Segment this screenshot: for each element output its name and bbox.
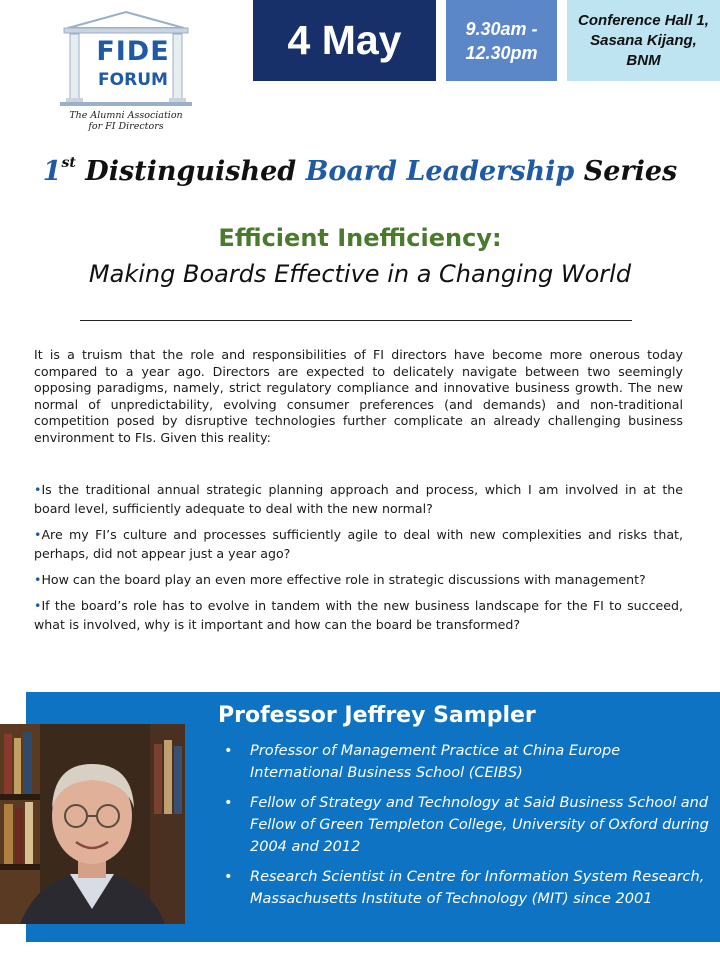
bullet-icon: • xyxy=(34,572,42,587)
venue-line-3: BNM xyxy=(626,51,661,69)
series-word-1: Distinguished xyxy=(85,156,297,187)
series-title xyxy=(0,155,720,187)
speaker-name: Professor Jeffrey Sampler xyxy=(218,703,536,728)
question-item xyxy=(34,596,683,634)
event-time-start: 9.30am - xyxy=(465,18,538,39)
venue-line-1: Conference Hall 1, xyxy=(578,11,709,29)
question-text: If the board’s role has to evolve in tandem with the new business landscape for the FI to succeed, what is involved, why is it important and how can the board be transformed? xyxy=(34,598,683,632)
question-text: Is the traditional annual strategic planning approach and process, which I am involved in at the board level, sufficiently adequate to deal with the new normal? xyxy=(34,482,683,516)
event-time-end: 12.30pm xyxy=(465,42,538,63)
question-item xyxy=(34,480,683,518)
logo-forum-text: FORUM xyxy=(98,70,168,90)
question-item xyxy=(34,525,683,563)
event-time-box xyxy=(446,0,557,81)
speaker-photo xyxy=(0,724,185,924)
question-item xyxy=(34,570,683,589)
bio-item xyxy=(220,792,710,858)
talk-title: Efficient Inefficiency: xyxy=(218,224,502,252)
event-date: 4 May xyxy=(287,17,402,63)
logo-tagline-line-1: The Alumni Association xyxy=(69,110,183,121)
bullet-icon: • xyxy=(224,795,233,811)
series-word-2: Board Leadership xyxy=(305,156,575,187)
series-ordinal: 1 xyxy=(42,156,62,187)
event-date-box xyxy=(253,0,436,81)
bullet-icon: • xyxy=(34,598,42,613)
bio-text: Fellow of Strategy and Technology at Said Business School and Fellow of Green Templeton College, University of Oxford during 2004 and 2012 xyxy=(250,795,709,855)
event-venue-box xyxy=(567,0,720,81)
question-text: Are my FI’s culture and processes sufficiently agile to deal with new complexities and risks that, perhaps, did not appear just a year ago? xyxy=(34,527,683,561)
bio-item xyxy=(220,740,710,784)
series-word-3: Series xyxy=(583,156,678,187)
series-ordinal-suffix: st xyxy=(61,155,76,171)
question-list xyxy=(34,480,683,641)
talk-subtitle: Making Boards Effective in a Changing World xyxy=(88,260,632,288)
logo-tagline-line-2: for FI Directors xyxy=(88,121,164,132)
intro-paragraph: It is a truism that the role and responsibilities of FI directors have become more onerous today compared to a year ago. Directors are expected to delicately navigate between two seemingly opposing paradigms, namely, strict regulatory compliance and innovative business growth. The new normal of unpredictability, evolving consumer preferences (and demands) and non-traditional competition posed by disruptive technologies further complicate an already challenging business environment to FIs. Given this reality: xyxy=(34,347,683,445)
fide-forum-logo xyxy=(46,10,206,132)
divider xyxy=(80,320,632,321)
speaker-bio-list xyxy=(220,740,710,918)
logo-fide-text: FIDE xyxy=(96,36,170,67)
bullet-icon: • xyxy=(224,869,233,885)
bullet-icon: • xyxy=(34,482,42,497)
bio-text: Professor of Management Practice at China Europe International Business School (CEIBS) xyxy=(250,743,621,781)
bullet-icon: • xyxy=(34,527,42,542)
bullet-icon: • xyxy=(224,743,233,759)
venue-line-2: Sasana Kijang, xyxy=(590,31,697,49)
logo-tagline xyxy=(56,110,196,132)
bio-text: Research Scientist in Centre for Information System Research, Massachusetts Institute of Technology (MIT) since 2001 xyxy=(250,869,705,907)
question-text: How can the board play an even more effective role in strategic discussions with management? xyxy=(41,572,646,587)
bio-item xyxy=(220,866,710,910)
